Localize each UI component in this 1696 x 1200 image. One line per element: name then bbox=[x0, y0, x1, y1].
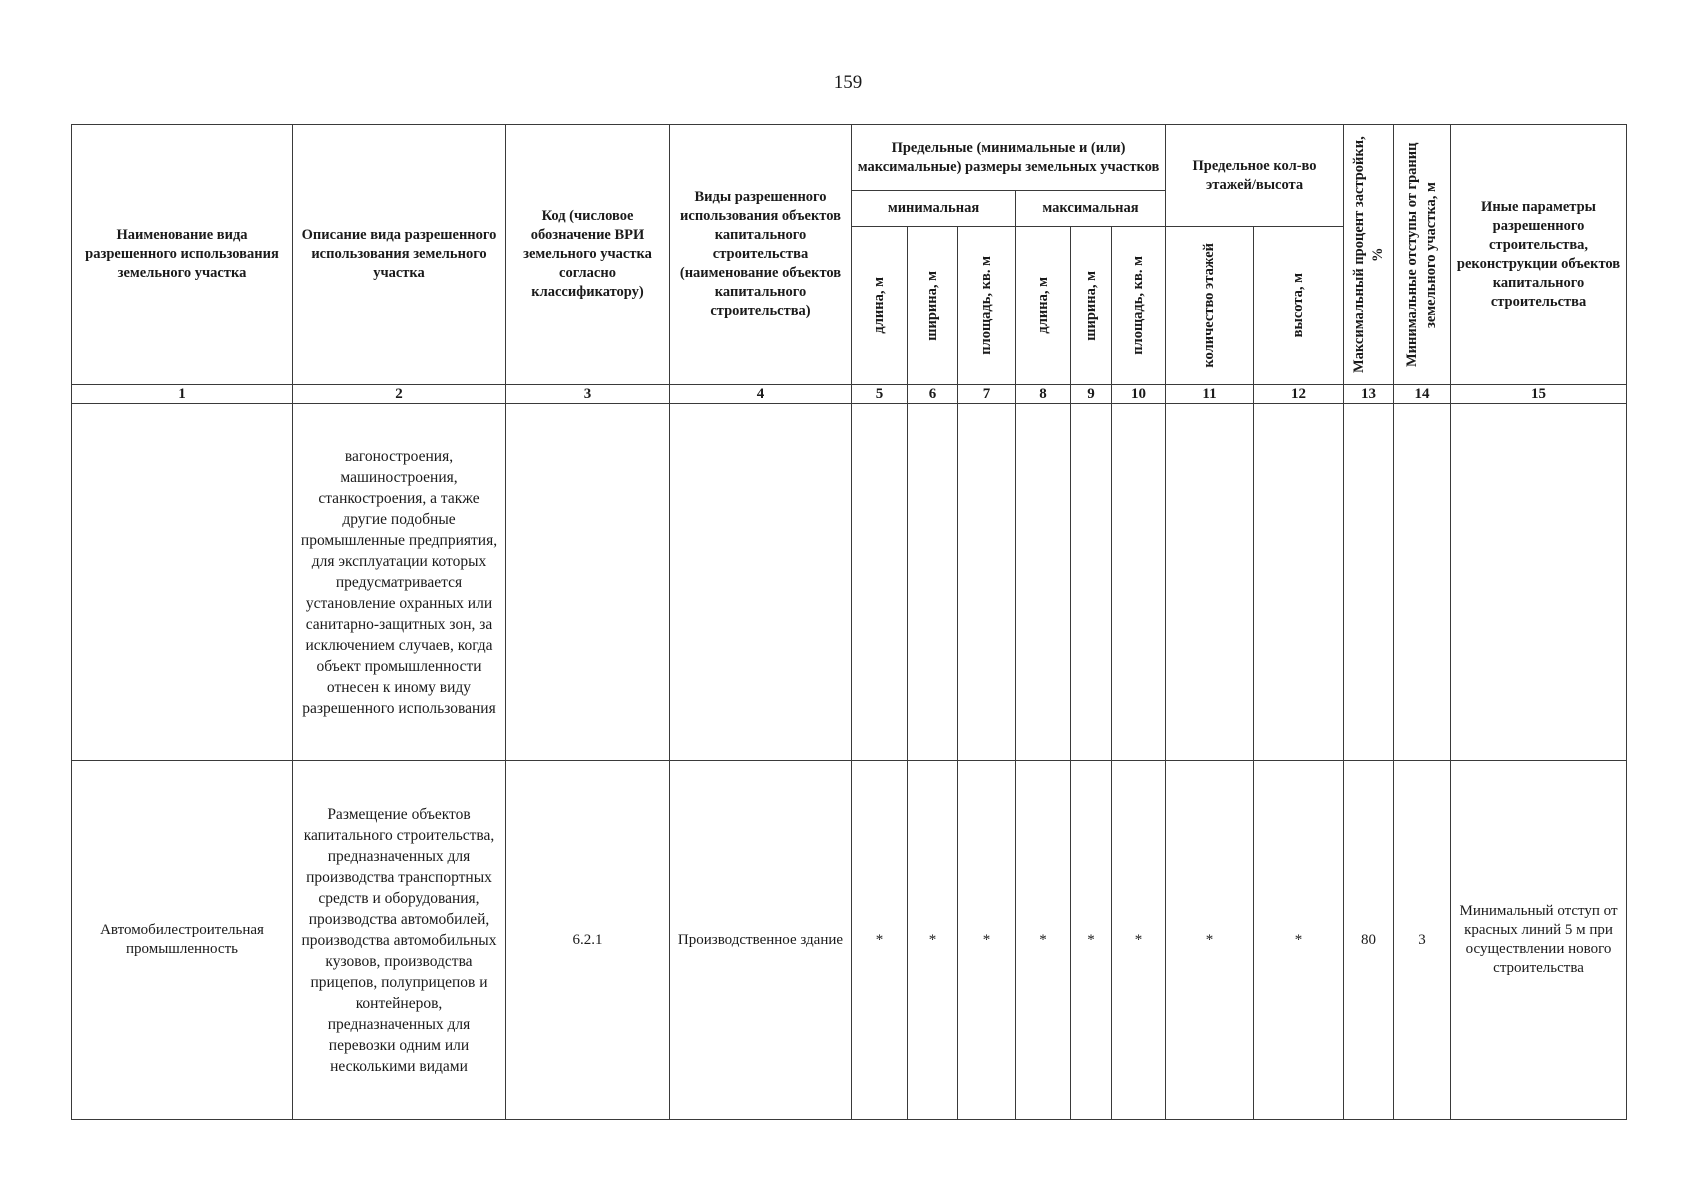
cell-value bbox=[1254, 404, 1344, 761]
cell-value: * bbox=[1016, 761, 1071, 1120]
cell-value bbox=[1016, 404, 1071, 761]
header-minimal: минимальная bbox=[852, 191, 1016, 227]
cell-object-type: Производственное здание bbox=[670, 761, 852, 1120]
table-row bbox=[72, 404, 1627, 761]
cell-value: * bbox=[1071, 761, 1112, 1120]
column-number: 13 bbox=[1344, 385, 1394, 404]
cell-name bbox=[72, 404, 293, 761]
land-use-table bbox=[71, 124, 1627, 1120]
column-number: 14 bbox=[1394, 385, 1451, 404]
header-min-width: ширина, м bbox=[908, 227, 958, 385]
header-floors-count: количество этажей bbox=[1166, 227, 1254, 385]
column-number: 15 bbox=[1451, 385, 1627, 404]
cell-description: Размещение объектов капитального строительства, предназначенных для производства транспортных средств и оборудования, производства автомобилей, производства автомобильных кузовов, производства прицепов, полуприцепов и контейнеров, предназначенных для перевозки одним или несколькими видами bbox=[293, 761, 506, 1120]
cell-name: Автомобилестроительная промышленность bbox=[72, 761, 293, 1120]
header-description: Описание вида разрешенного использования земельного участка bbox=[293, 125, 506, 385]
cell-object-type bbox=[670, 404, 852, 761]
header-max-build-percent: Максимальный процент застройки, % bbox=[1344, 125, 1394, 385]
cell-other bbox=[1451, 404, 1627, 761]
column-number: 10 bbox=[1112, 385, 1166, 404]
cell-code: 6.2.1 bbox=[506, 761, 670, 1120]
cell-description: вагоностроения, машиностроения, станкостроения, а также другие подобные промышленные предприятия, для эксплуатации которых предусматривается установление охранных или санитарно-защитных зон, за исключением случаев, когда объект промышленности отнесен к иному виду разрешенного использования bbox=[293, 404, 506, 761]
cell-code bbox=[506, 404, 670, 761]
column-number: 7 bbox=[958, 385, 1016, 404]
cell-value: * bbox=[1112, 761, 1166, 1120]
header-other-params: Иные параметры разрешенного строительства, реконструкции объектов капитального строительства bbox=[1451, 125, 1627, 385]
column-number: 3 bbox=[506, 385, 670, 404]
cell-value bbox=[1394, 404, 1451, 761]
column-number: 11 bbox=[1166, 385, 1254, 404]
column-number: 12 bbox=[1254, 385, 1344, 404]
cell-value bbox=[908, 404, 958, 761]
cell-value: 80 bbox=[1344, 761, 1394, 1120]
header-max-area: площадь, кв. м bbox=[1112, 227, 1166, 385]
header-height: высота, м bbox=[1254, 227, 1344, 385]
cell-value bbox=[852, 404, 908, 761]
table-row bbox=[72, 761, 1627, 1120]
header-object-types: Виды разрешенного использования объектов капитального строительства (наименование объектов капитального строительства) bbox=[670, 125, 852, 385]
header-name: Наименование вида разрешенного использования земельного участка bbox=[72, 125, 293, 385]
page-number: 159 bbox=[833, 72, 863, 93]
cell-value bbox=[1166, 404, 1254, 761]
column-number: 8 bbox=[1016, 385, 1071, 404]
header-min-setbacks: Минимальные отступы от границ земельного участка, м bbox=[1394, 125, 1451, 385]
cell-value bbox=[1344, 404, 1394, 761]
header-max-width: ширина, м bbox=[1071, 227, 1112, 385]
cell-value bbox=[1112, 404, 1166, 761]
cell-value: * bbox=[852, 761, 908, 1120]
header-floors-height: Предельное кол-во этажей/высота bbox=[1166, 125, 1344, 227]
cell-value: * bbox=[1166, 761, 1254, 1120]
header-min-length: длина, м bbox=[852, 227, 908, 385]
header-plot-sizes: Предельные (минимальные и (или) максимальные) размеры земельных участков bbox=[852, 125, 1166, 191]
cell-other: Минимальный отступ от красных линий 5 м при осуществлении нового строительства bbox=[1451, 761, 1627, 1120]
column-number: 2 bbox=[293, 385, 506, 404]
header-min-area: площадь, кв. м bbox=[958, 227, 1016, 385]
cell-value: * bbox=[958, 761, 1016, 1120]
cell-value bbox=[1071, 404, 1112, 761]
column-number: 4 bbox=[670, 385, 852, 404]
column-number: 5 bbox=[852, 385, 908, 404]
header-maximal: максимальная bbox=[1016, 191, 1166, 227]
column-number: 9 bbox=[1071, 385, 1112, 404]
header-code: Код (числовое обозначение ВРИ земельного участка согласно классификатору) bbox=[506, 125, 670, 385]
column-number: 1 bbox=[72, 385, 293, 404]
cell-value bbox=[958, 404, 1016, 761]
cell-value: 3 bbox=[1394, 761, 1451, 1120]
cell-value: * bbox=[908, 761, 958, 1120]
cell-value: * bbox=[1254, 761, 1344, 1120]
header-max-length: длина, м bbox=[1016, 227, 1071, 385]
column-number: 6 bbox=[908, 385, 958, 404]
